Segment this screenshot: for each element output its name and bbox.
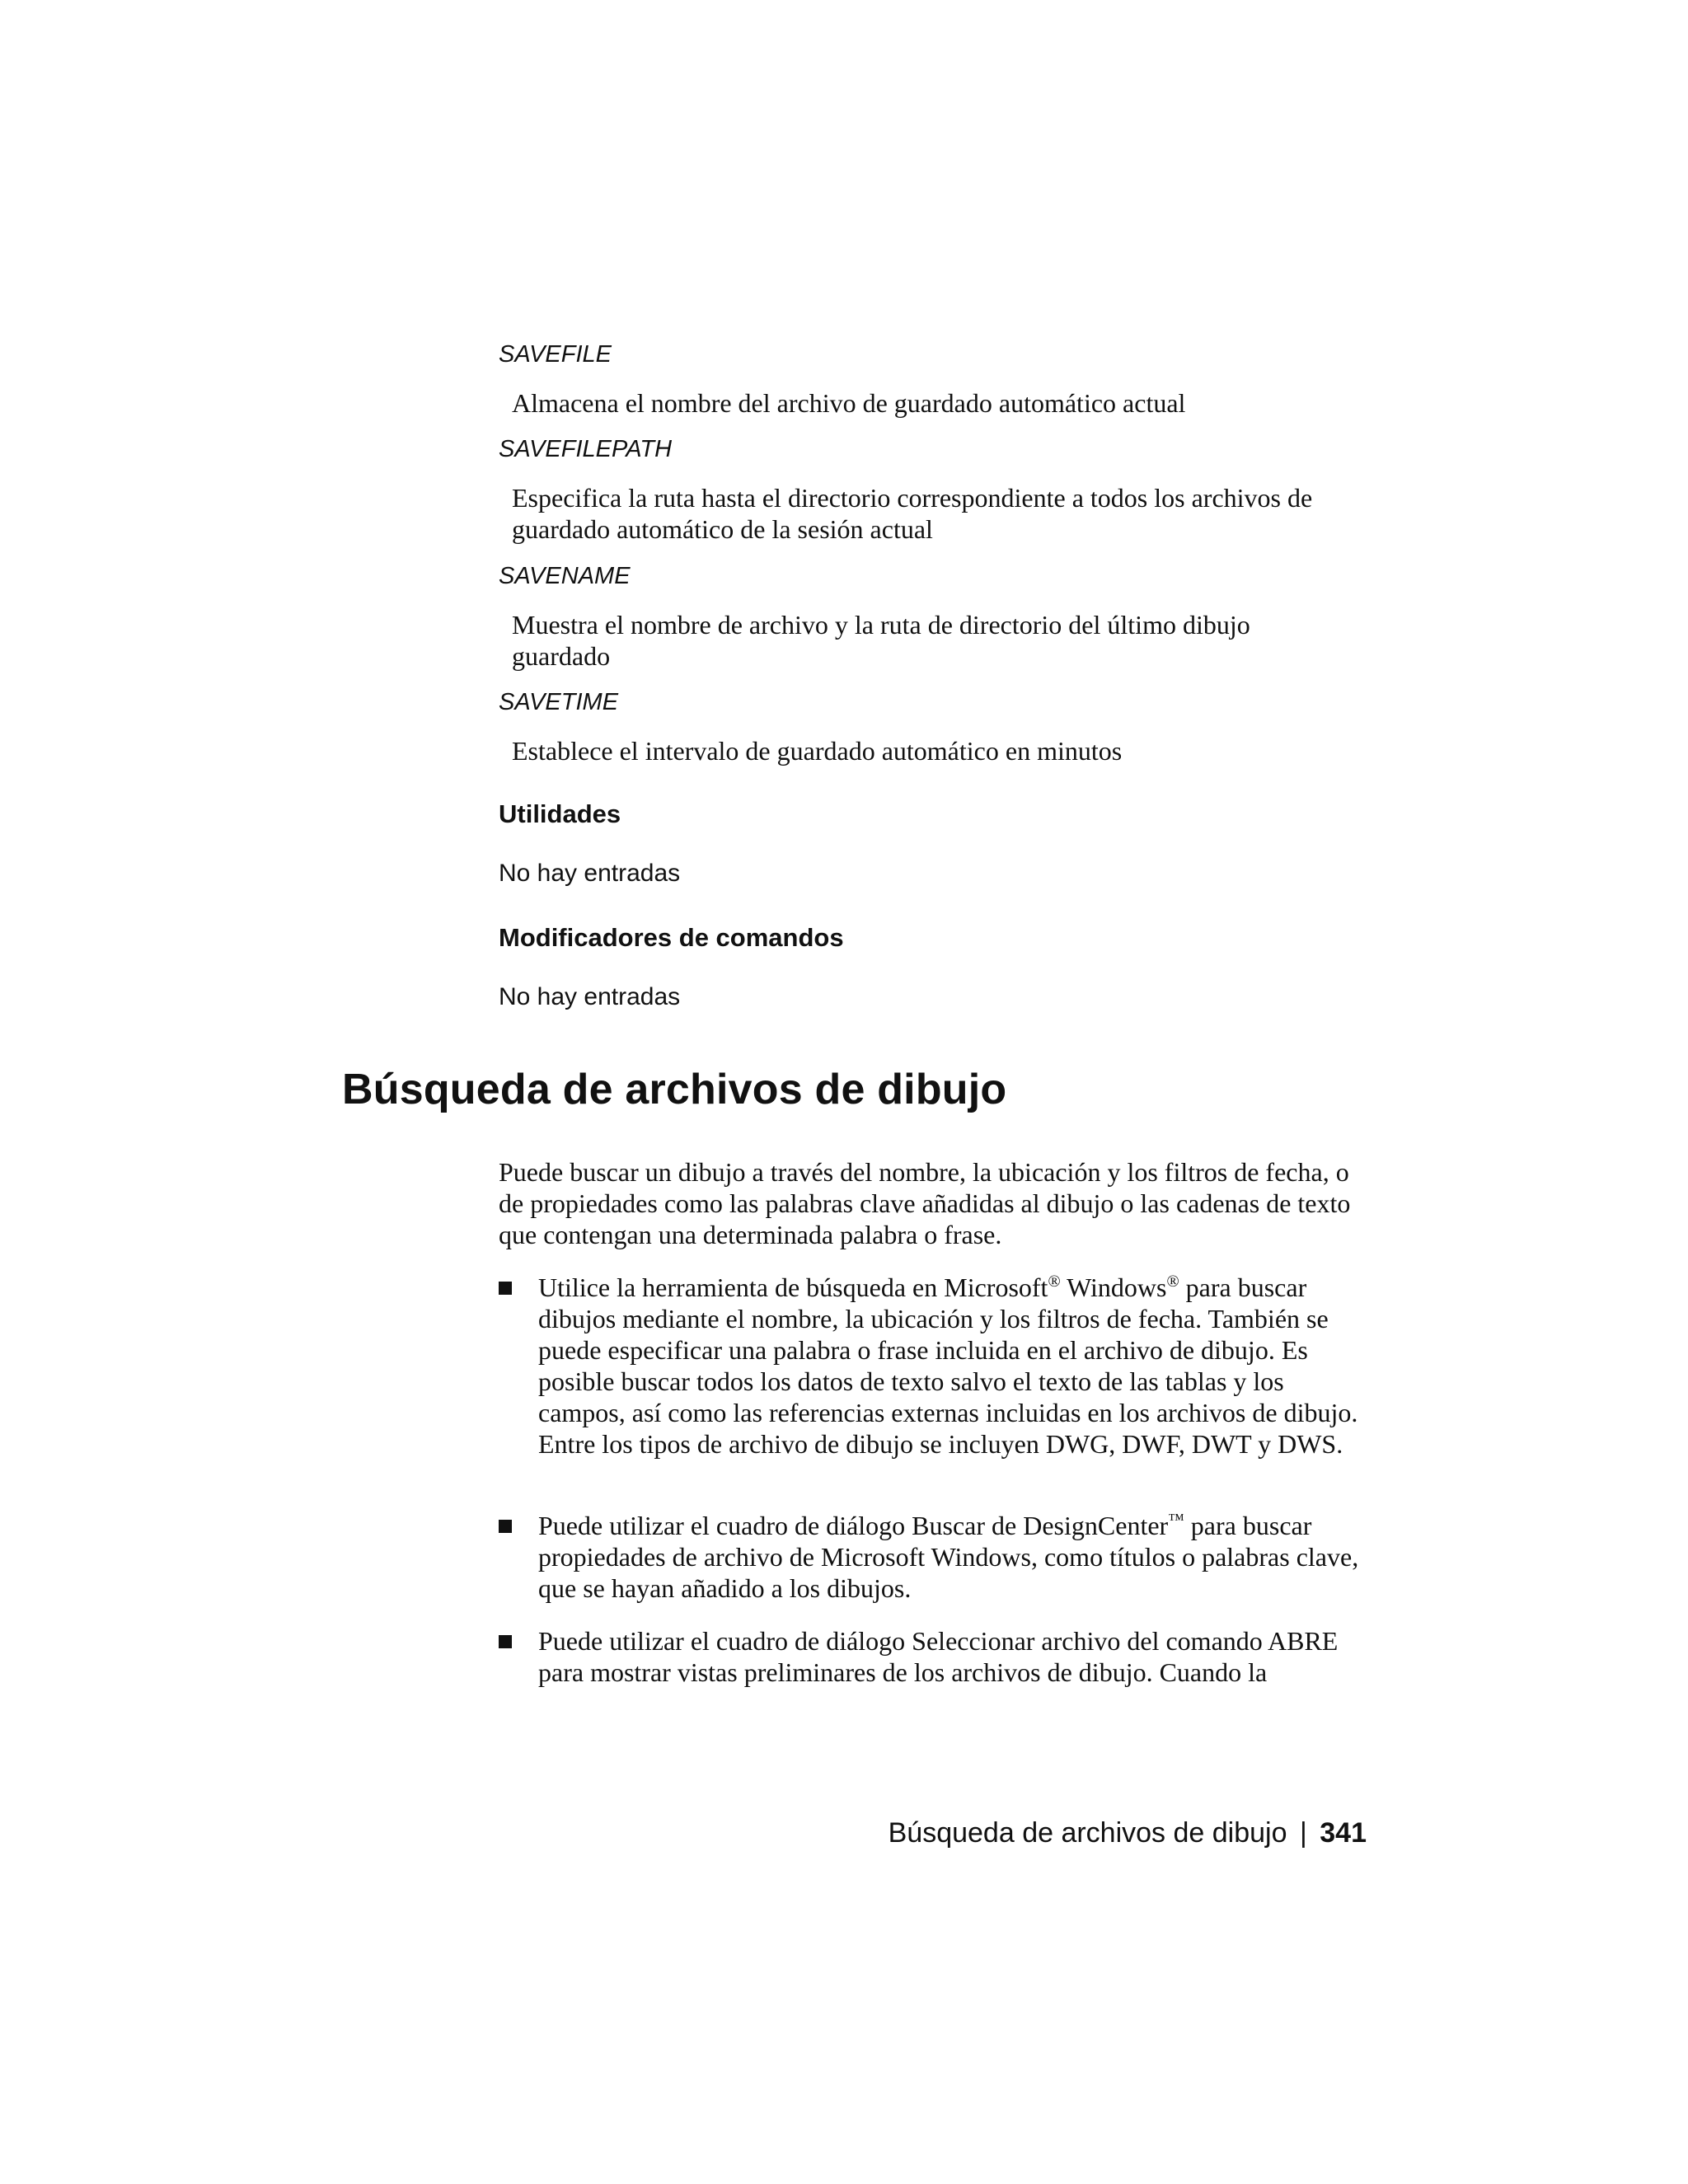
modifiers-heading: Modificadores de comandos	[499, 923, 844, 952]
variable-term: SAVETIME	[499, 689, 619, 715]
list-item-text: Puede utilizar el cuadro de diálogo Buscar de DesignCenter™ para buscar propiedades de archivo de Microsoft Windows, como títulos o palabras clave, que se hayan añadido a los dibujos.	[538, 1511, 1359, 1603]
utilities-text: No hay entradas	[499, 860, 681, 887]
utilities-heading: Utilidades	[499, 799, 621, 828]
variable-definition: Almacena el nombre del archivo de guardado automático actual	[512, 388, 1186, 418]
page-number: 341	[1320, 1817, 1367, 1849]
variable-definition: Especifica la ruta hasta el directorio correspondiente a todos los archivos de guardado automático de la sesión actual	[512, 483, 1313, 544]
list-item	[499, 1625, 1372, 1688]
variable-term: SAVEFILE	[499, 341, 612, 368]
modifiers-text: No hay entradas	[499, 983, 681, 1010]
list-item-text: Puede utilizar el cuadro de diálogo Seleccionar archivo del comando ABRE para mostrar vistas preliminares de los archivos de dibujo. Cuando la	[538, 1626, 1339, 1687]
bullet-square-icon	[499, 1282, 512, 1295]
section-intro: Puede buscar un dibujo a través del nombre, la ubicación y los filtros de fecha, o de propiedades como las palabras clave añadidas al dibujo o las cadenas de texto que contengan una determinada palabra o frase.	[499, 1157, 1351, 1249]
variable-definition: Establece el intervalo de guardado automático en minutos	[512, 736, 1123, 766]
variable-term: SAVEFILEPATH	[499, 436, 673, 462]
list-item-text: Utilice la herramienta de búsqueda en Microsoft® Windows® para buscar dibujos mediante el nombre, la ubicación y los filtros de fecha. También se puede especificar una palabra o frase incluida en el archivo de dibujo. Es posible buscar todos los datos de texto salvo el texto de las tablas y los campos, así como las referencias externas incluidas en los archivos de dibujo. Entre los tipos de archivo de dibujo se incluyen DWG, DWF, DWT y DWS.	[538, 1272, 1358, 1459]
list-item	[499, 1272, 1372, 1460]
bullet-square-icon	[499, 1520, 512, 1533]
section-title: Búsqueda de archivos de dibujo	[342, 1066, 1007, 1113]
footer-separator: |	[1299, 1817, 1307, 1849]
page-footer	[889, 1817, 1367, 1849]
running-title: Búsqueda de archivos de dibujo	[888, 1817, 1287, 1849]
variable-term: SAVENAME	[499, 563, 631, 589]
list-item	[499, 1510, 1372, 1604]
bullet-square-icon	[499, 1635, 512, 1648]
variable-definition: Muestra el nombre de archivo y la ruta de directorio del último dibujo guardado	[512, 610, 1250, 671]
